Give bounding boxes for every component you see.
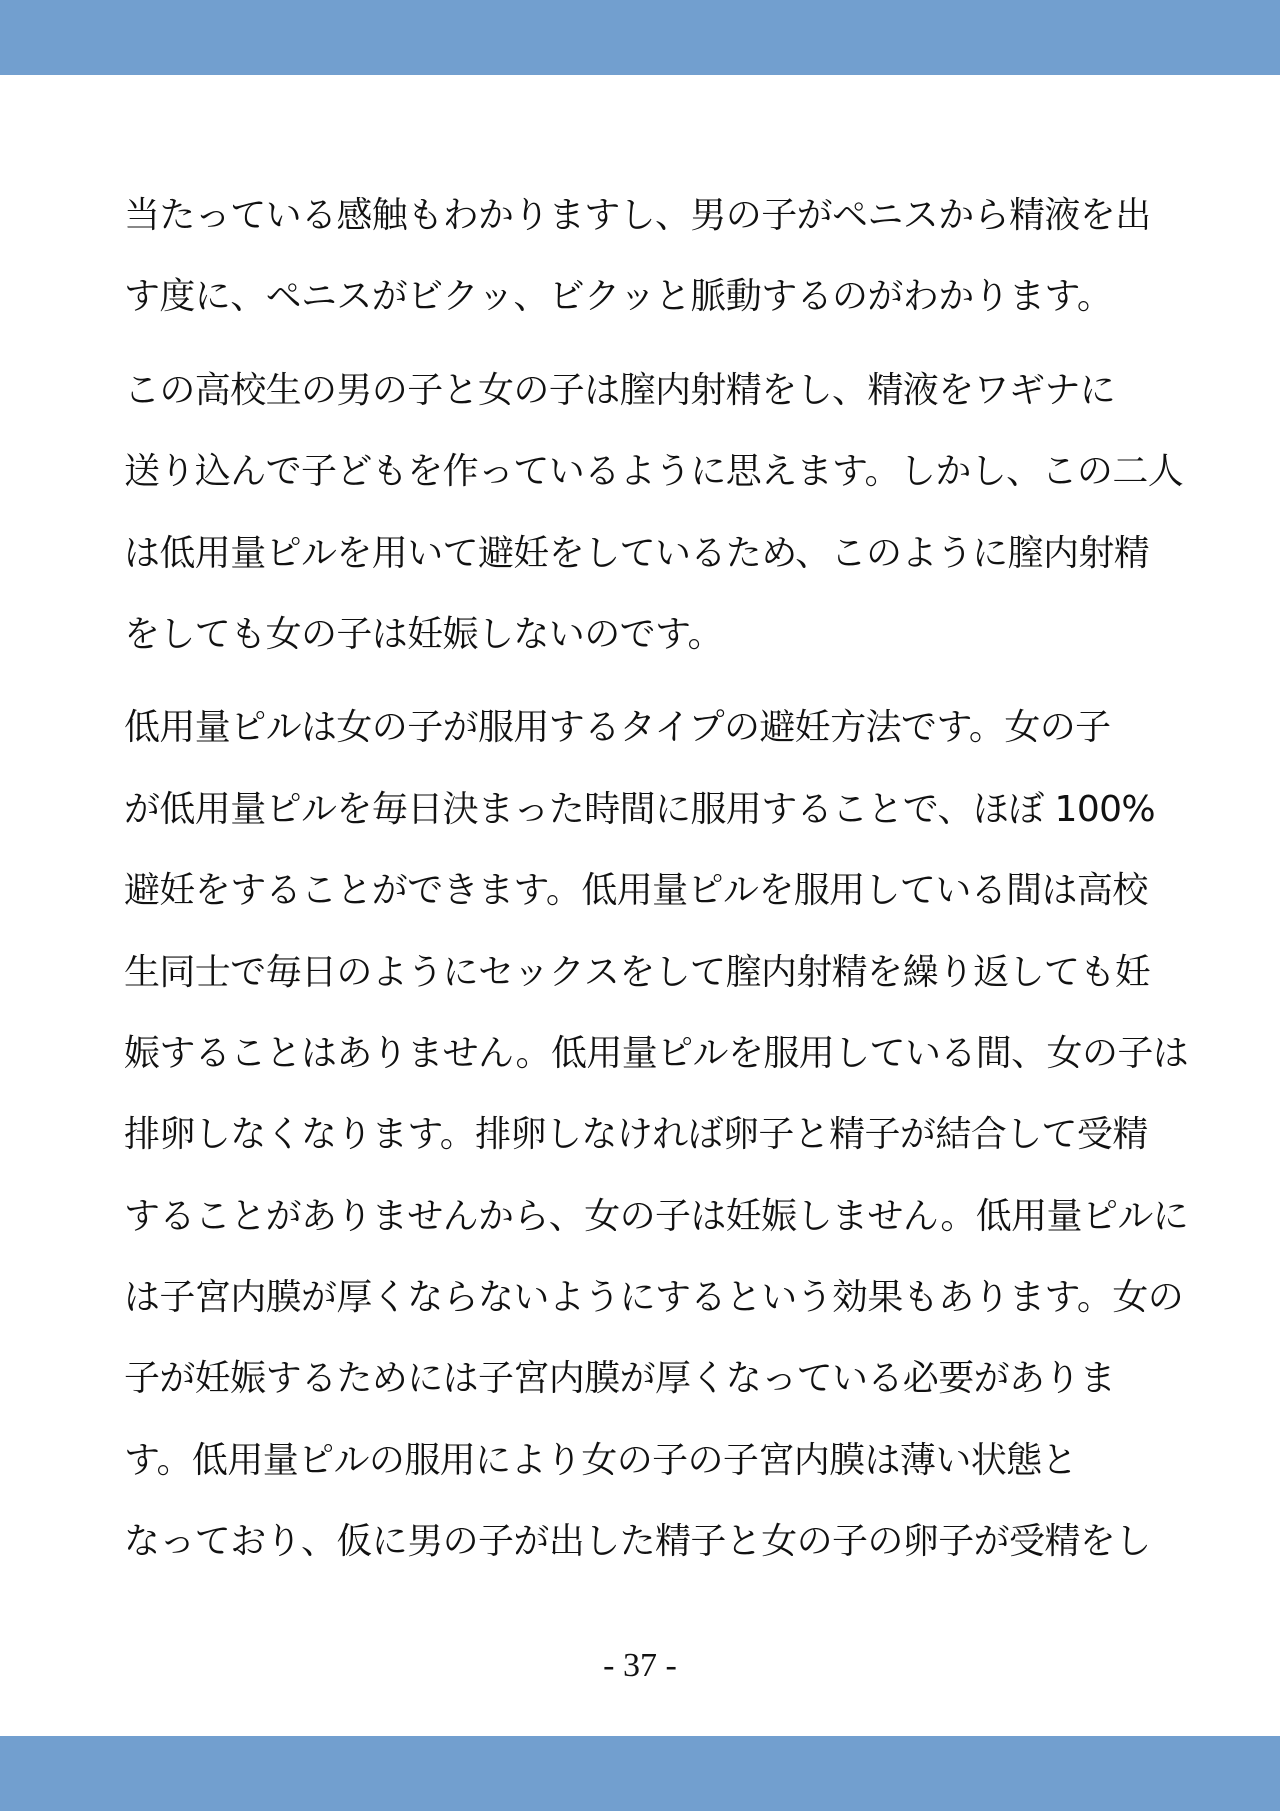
text-line: 当たっている感触もわかりますし、男の子がペニスから精液を出 — [124, 195, 1151, 236]
text-line: 排卵しなくなります。排卵しなければ卵子と精子が結合して受精 — [124, 1114, 1148, 1156]
text-line: することがありませんから、女の子は妊娠しません。低用量ピルに — [124, 1195, 1189, 1237]
text-line: この高校生の男の子と女の子は膣内射精をし、精液をワギナに — [124, 369, 1116, 411]
text-line: す度に、ペニスがビクッ、ビクッと脈動するのがわかります。 — [124, 276, 1113, 318]
text-line: 子が妊娠するためには子宮内膜が厚くなっている必要がありま — [124, 1358, 1116, 1400]
text-line: 娠することはありません。低用量ピルを服用している間、女の子は — [124, 1032, 1189, 1074]
text-line: 送り込んで子どもを作っているように思えます。しかし、この二人 — [124, 451, 1184, 493]
text-line: 生同士で毎日のようにセックスをして膣内射精を繰り返しても妊 — [124, 951, 1151, 993]
text-line: 避妊をすることができます。低用量ピルを服用している間は高校 — [124, 870, 1148, 912]
footer-band — [0, 1736, 1280, 1811]
paragraph-1 — [124, 183, 1164, 346]
text-line: は低用量ピルを用いて避妊をしているため、このように膣内射精 — [124, 532, 1150, 574]
page-number: - 37 - — [603, 1647, 677, 1684]
header-band — [0, 0, 1280, 75]
text-line: は子宮内膜が厚くならないようにするという効果もあります。女の — [124, 1277, 1184, 1319]
text-line: す。低用量ピルの服用により女の子の子宮内膜は薄い状態と — [124, 1439, 1077, 1481]
text-line: をしても女の子は妊娠しないのです。 — [124, 613, 723, 655]
text-line: 低用量ピルは女の子が服用するタイプの避妊方法です。女の子 — [124, 707, 1111, 749]
page-body — [124, 183, 1189, 1603]
paragraph-3 — [124, 695, 1189, 1590]
paragraph-2 — [124, 358, 1184, 684]
text-line: なっており、仮に男の子が出した精子と女の子の卵子が受精をし — [124, 1521, 1151, 1563]
text-line: が低用量ピルを毎日決まった時間に服用することで、ほぼ 100% — [124, 788, 1156, 830]
